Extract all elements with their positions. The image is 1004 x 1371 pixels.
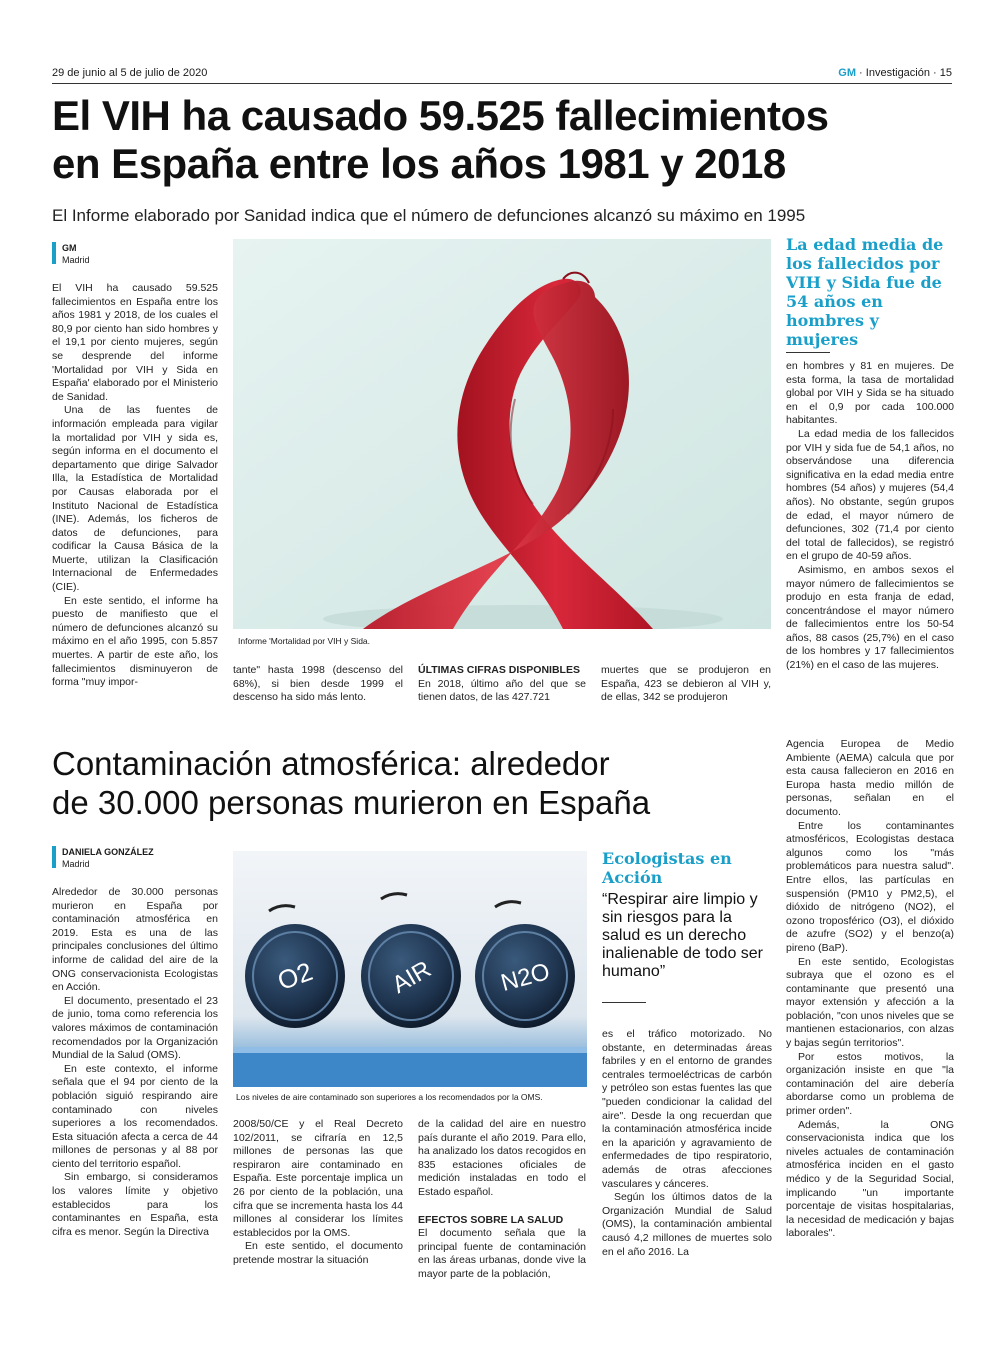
article2-photo-caption: Los niveles de aire contaminado son superiores a los recomendados por la OMS.: [236, 1092, 543, 1102]
paragraph: El documento, presentado el 23 de junio, toma como referencia los valores máximos de contaminación recomendados por la Organización Mundial de la Salud (OMS).: [52, 994, 218, 1062]
article1-photo-caption: Informe 'Mortalidad por VIH y Sida.: [238, 636, 371, 646]
paragraph: Entre los contaminantes atmosféricos, Ecologistas destaca algunos como los "más problemáticos para nuestra salud". Entre ellos, las partículas en suspensión (PM10 y PM2,5), el dióxido de nitrógeno (NO2), el ozono troposférico (O3), el dióxido de azufre (SO2) y el benzo(a) pireno (BaP).: [786, 819, 954, 954]
paragraph: Agencia Europea de Medio Ambiente (AEMA) calcula que por esta causa fallecieron en 2016 en Europa hasta medio millón de personas, señalan en el documento.: [786, 738, 954, 818]
paragraph: es el tráfico motorizado. No obstante, en determinadas áreas fabriles y en el entorno de grandes centrales termoeléctricas de carbón y petróleo son estas fuentes las que "pueden condicionar la calidad del aire". Desde la ong recuerdan que la contaminación atmosférica incide en la aparición y agravamiento de enfermedades de tipo respiratorio, además de otras afecciones vasculares y cánceres.: [602, 1028, 772, 1190]
article1-pullquote: La edad media de los fallecidos por VIH y Sida fue de 54 años en hombres y mujeres: [786, 235, 944, 349]
article2-pullquote-text: “Respirar aire limpio y sin riesgos para la salud es un derecho inalienable de todo ser humano”: [602, 891, 764, 980]
paragraph: En este contexto, el informe señala que el 94 por ciento de la población siguió respirando aire contaminado con niveles superiores a los recomendados. Esta situación afecta a cerca de 44 millones de personas y al 88 por ciento del territorio español.: [52, 1062, 218, 1170]
paragraph: En 2018, último año del que se tienen datos, de las 427.721: [418, 677, 586, 704]
dial-label-air: AIR: [387, 955, 436, 999]
article1-headline-line1: El VIH ha causado 59.525 fallecimientos: [52, 92, 829, 139]
paragraph: Según los últimos datos de la Organización Mundial de Salud (OMS), la contaminación ambiental causó 4,2 millones de muertes solo en el año 2016. La: [602, 1191, 772, 1258]
article2-headline: [52, 744, 772, 822]
paragraph: en hombres y 81 en mujeres. De esta forma, la tasa de mortalidad global por VIH y Sida se ha situado en el 0,9 por cada 100.000 habitantes.: [786, 360, 954, 427]
paragraph: El documento señala que la principal fuente de contaminación en las áreas urbanas, donde vive la mayor parte de la población,: [418, 1227, 586, 1280]
article2-byline: [52, 846, 222, 870]
article1-column-4: [601, 664, 771, 712]
article2-photo-air-dials: [233, 851, 587, 1087]
air-dials-illustration: [233, 851, 587, 1087]
article1-column-1: [52, 282, 218, 712]
paragraph: de la calidad del aire en nuestro país durante el año 2019. Para ello, ha analizado los datos recogidos en 835 estaciones oficiales de medición instaladas en todo el Estado español.: [418, 1118, 586, 1198]
paragraph: tante" hasta 1998 (descenso del 68%), si bien desde 1999 el descenso ha sido más lento.: [233, 664, 403, 704]
article1-subtitle: El Informe elaborado por Sanidad indica que el número de defunciones alcanzó su máximo en 1995: [52, 206, 806, 225]
byline-accent-bar: [52, 242, 56, 264]
paragraph: Asimismo, en ambos sexos el mayor número de fallecimientos se produjo en esta franja de edad, concentrándose el mayor número de fallecimientos entre los 50-54 años, 88 casos (25,7%) en el caso de los hombres y 17 fallecimientos (21%) en el caso de las mujeres.: [786, 563, 954, 672]
section-label: [838, 67, 952, 79]
byline-author: DANIELA GONZÁLEZ: [62, 847, 154, 857]
article1-byline: [52, 242, 222, 266]
dial-label-n2o: N2O: [498, 958, 553, 997]
paragraph: Además, la ONG conservacionista indica que los niveles actuales de contaminación atmosférica inciden en el gasto médico y de la Seguridad Social, implicando "un importante porcentaje de visitas hospitalarias, la necesidad de medicación y bajas laborales".: [786, 1118, 954, 1240]
article2-column-3: [418, 1118, 586, 1304]
paragraph: Alrededor de 30.000 personas murieron en España por contaminación atmosférica en 2019. Esta es una de las principales conclusiones del último informe de calidad del aire de la ONG conservacionista Ecologistas en Acción.: [52, 886, 218, 994]
article1-photo-red-ribbon: [233, 239, 771, 629]
subheading-latest-figures: ÚLTIMAS CIFRAS DISPONIBLES: [418, 664, 580, 676]
paragraph: Una de las fuentes de información empleada para vigilar la mortalidad por VIH y sida es, según informa en el documento el departamento que dirige Salvador Illa, la Estadística de Mortalidad por Causas elaborada por el Instituto Nacional de Estadística (INE). Además, los ficheros de datos de defunciones, para codificar la Causa Básica de la Muerte, utilizan la Clasificación Internacional de Enfermedades (CIE).: [52, 404, 218, 594]
paragraph: El VIH ha causado 59.525 fallecimientos en España entre los años 1981 y 2018, de los cuales el 80,9 por ciento han sido hombres y el 19,1 por ciento mujeres, según se desprende del informe 'Mortalidad por VIH y Sida en España' elaborado por el Ministerio de Sanidad.: [52, 282, 218, 403]
paragraph: En este sentido, el informe ha puesto de manifiesto que el número de defunciones alcanzó su máximo en el año 1995, con 5.857 muertes. A partir de este año, los fallecimientos disminuyeron de forma "muy impor-: [52, 594, 218, 689]
article2-column-1: [52, 886, 218, 1304]
byline-accent-bar: [52, 846, 56, 868]
article2-column-2: [233, 1118, 403, 1304]
article2-headline-line1: Contaminación atmosférica: alrededor: [52, 745, 610, 782]
article1-column-2: [233, 664, 403, 712]
byline-place: Madrid: [62, 859, 90, 869]
article1-headline-line2: en España entre los años 1981 y 2018: [52, 140, 786, 187]
article2-headline-line2: de 30.000 personas murieron en España: [52, 784, 651, 821]
section-name: · Investigación · 15: [856, 67, 952, 79]
pullquote-rule: [602, 1002, 646, 1003]
byline-author: GM: [62, 243, 77, 253]
byline-place: Madrid: [62, 255, 90, 265]
paragraph: Por estos motivos, la organización insiste en que "la contaminación del aire debería abordarse como un problema de primer orden".: [786, 1050, 954, 1118]
paragraph: Sin embargo, si consideramos los valores límite y objetivo establecidos para los contaminantes en España, esta cifra es menor. Según la Directiva: [52, 1171, 218, 1238]
dial-label-o2: O2: [273, 955, 317, 997]
article2-pullquote-org: Ecologistas en Acción: [602, 849, 732, 887]
paragraph: muertes que se produjeron en España, 423 se debieron al VIH y, de ellas, 342 se produjeron: [601, 664, 771, 704]
pullquote-rule: [786, 352, 830, 353]
paragraph: 2008/50/CE y el Real Decreto 102/2011, se cifraría en 12,5 millones de personas las que respiraron aire contaminado en España. Este porcentaje implica un 26 por ciento de la población, una cifra que se incrementa hasta los 44 millones al considerar los límites establecidos por la OMS.: [233, 1118, 403, 1239]
article1-column-5: [786, 360, 954, 712]
paragraph: En este sentido, Ecologistas subraya que el ozono es el contaminante que presentó una mayor extensión y afección a la población, "con unos niveles que se mantienen estacionarios, con alzas y bajas según territorios".: [786, 955, 954, 1050]
article2-column-5: [786, 738, 954, 1304]
article1-headline: [52, 92, 952, 188]
article2-column-4: [602, 1028, 772, 1304]
paragraph: En este sentido, el documento pretende mostrar la situación: [233, 1240, 403, 1266]
red-ribbon-hands-illustration: [233, 239, 771, 629]
article1-column-3: [418, 662, 586, 712]
issue-date: 29 de junio al 5 de julio de 2020: [52, 67, 208, 79]
page-header: [52, 66, 952, 84]
brand-logo: GM: [838, 67, 856, 79]
subheading-health-effects: EFECTOS SOBRE LA SALUD: [418, 1213, 564, 1226]
paragraph: La edad media de los fallecidos por VIH y sida fue de 54,1 años, no observándose una diferencia significativa en la edad media entre hombres (54 años) y mujeres (54,4 años). No obstante, según grupos de edad, el mayor número de defunciones, 302 (71,4 por ciento del total de fallecidos), se registró en el grupo de 40-59 años.: [786, 427, 954, 563]
